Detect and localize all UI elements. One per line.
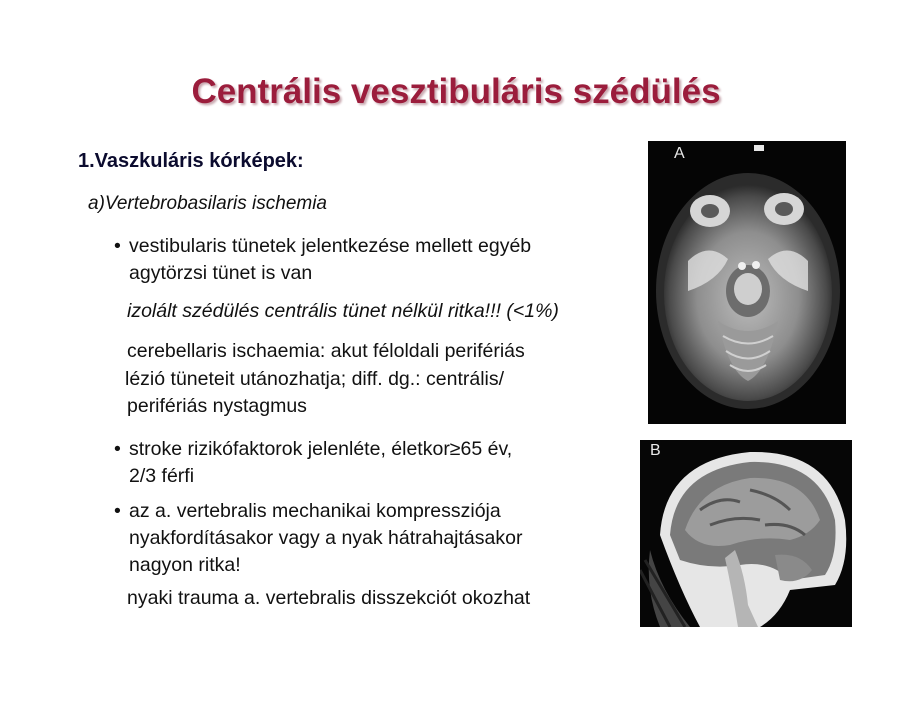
cerebellar-note-line-3: perifériás nystagmus [127, 395, 307, 417]
cerebellar-note-line-1: cerebellaris ischaemia: akut féloldali perifériás [127, 340, 525, 362]
slide-title: Centrális vesztibuláris szédülés [191, 72, 721, 111]
image-label-a: A [674, 145, 685, 162]
bullet-icon: • [114, 500, 121, 522]
trauma-note: nyaki trauma a. vertebralis disszekciót okozhat [127, 587, 531, 609]
mri-sagittal-image [640, 440, 852, 627]
bullet-3-line-2: nyakfordításakor vagy a nyak hátrahajtásakor [129, 527, 523, 549]
mri-axial-brain-icon [648, 141, 846, 424]
bullet-2-line-2: 2/3 férfi [129, 465, 195, 487]
bullet-3-line-3: nagyon ritka! [129, 554, 241, 576]
cerebellar-note-line-2: lézió tüneteit utánozhatja; diff. dg.: centrális/ [125, 368, 505, 390]
mri-axial-image [648, 141, 846, 424]
bullet-2-line-1: stroke rizikófaktorok jelenléte, életkor≥65 év, [129, 438, 513, 460]
isolated-vertigo-note: izolált szédülés centrális tünet nélkül ritka!!! (<1%) [127, 300, 559, 322]
bullet-1-line-1: vestibularis tünetek jelentkezése mellett egyéb [129, 235, 532, 257]
section-heading: 1.Vaszkuláris kórképek: [78, 150, 304, 172]
subheading: a)Vertebrobasilaris ischemia [88, 193, 328, 214]
mri-sagittal-brain-icon [640, 440, 852, 627]
bullet-3-line-1: az a. vertebralis mechanikai kompressziója [129, 500, 501, 522]
bullet-icon: • [114, 438, 121, 460]
bullet-1-line-2: agytörzsi tünet is van [129, 262, 313, 284]
bullet-icon: • [114, 235, 121, 257]
image-label-b: B [650, 442, 661, 459]
